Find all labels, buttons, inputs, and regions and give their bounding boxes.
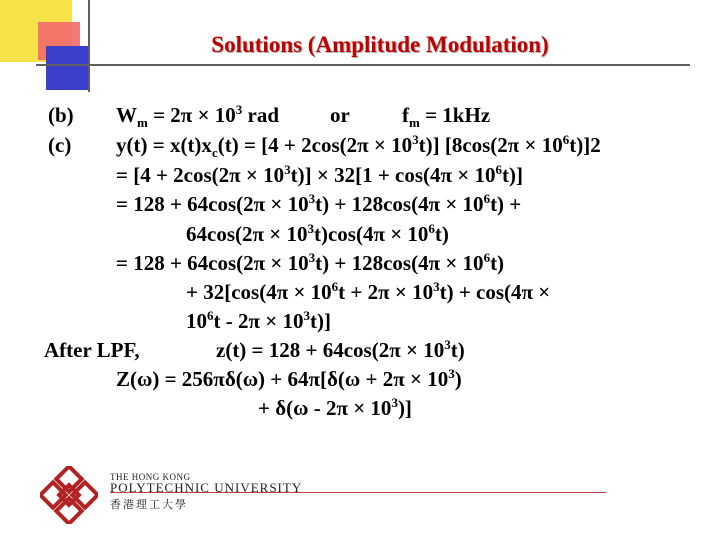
- line-Z2: + $\delta(\omega - 2\pi \times 10^3)$]: [258, 395, 412, 420]
- line-c4: $64\cos(2\pi \times 10^3t)\cos(4\pi \times 10^6t)$: [186, 221, 449, 246]
- line-c6: + $32[\cos(4\pi \times 10^6t + 2\pi \times 10^3t) + \cos(4\pi$ ×: [186, 279, 551, 304]
- university-logo-icon: [40, 466, 98, 524]
- label-b: (b): [48, 103, 74, 127]
- decor-blue-square: [46, 46, 90, 90]
- decor-vertical-line: [88, 0, 90, 92]
- decor-horizontal-line: [36, 64, 690, 66]
- line-b: $W_m = 2\pi \times 10^3$ rad: [116, 102, 280, 130]
- university-name-line1: THE HONG KONG: [110, 472, 191, 482]
- university-name-line2: POLYTECHNIC UNIVERSITY: [110, 480, 303, 495]
- line-c2: = $[4 + 2\cos(2\pi \times 10^3t)] \times 32[1 + \cos(4\pi \times 10^6t)]$: [116, 162, 523, 187]
- line-c7: $10^6t - 2\pi \times 10^3t$)]: [186, 308, 331, 333]
- label-after-lpf: After LPF,: [44, 338, 140, 362]
- line-lpf: $z(t) = 128 + 64\cos(2\pi \times 10^3t)$: [216, 337, 465, 362]
- line-Z1: $Z(\omega) = 256\pi\delta(\omega) + 64\pi[\delta(\omega + 2\pi \times 10^3)$: [116, 366, 462, 391]
- line-b-or: or: [330, 103, 350, 127]
- line-b-fm: $f_m = 1kHz$: [402, 103, 491, 130]
- label-c: (c): [48, 133, 72, 157]
- line-c5: = $128 + 64\cos(2\pi \times 10^3t) + 128\cos(4\pi \times 10^6t)$: [116, 250, 505, 275]
- line-c1: $y(t) = x(t)x_c(t) = [4 + 2\cos(2\pi \times 10^3t)] [8\cos(2\pi \times 10^6t)]2$: [116, 132, 601, 160]
- slide-title: Solutions (Amplitude Modulation): [211, 32, 549, 57]
- university-name-chinese: 香港理工大學: [110, 498, 188, 511]
- line-c3: = $128 + 64\cos(2\pi \times 10^3t) + 128\cos(4\pi \times 10^6t)$ +: [116, 191, 522, 216]
